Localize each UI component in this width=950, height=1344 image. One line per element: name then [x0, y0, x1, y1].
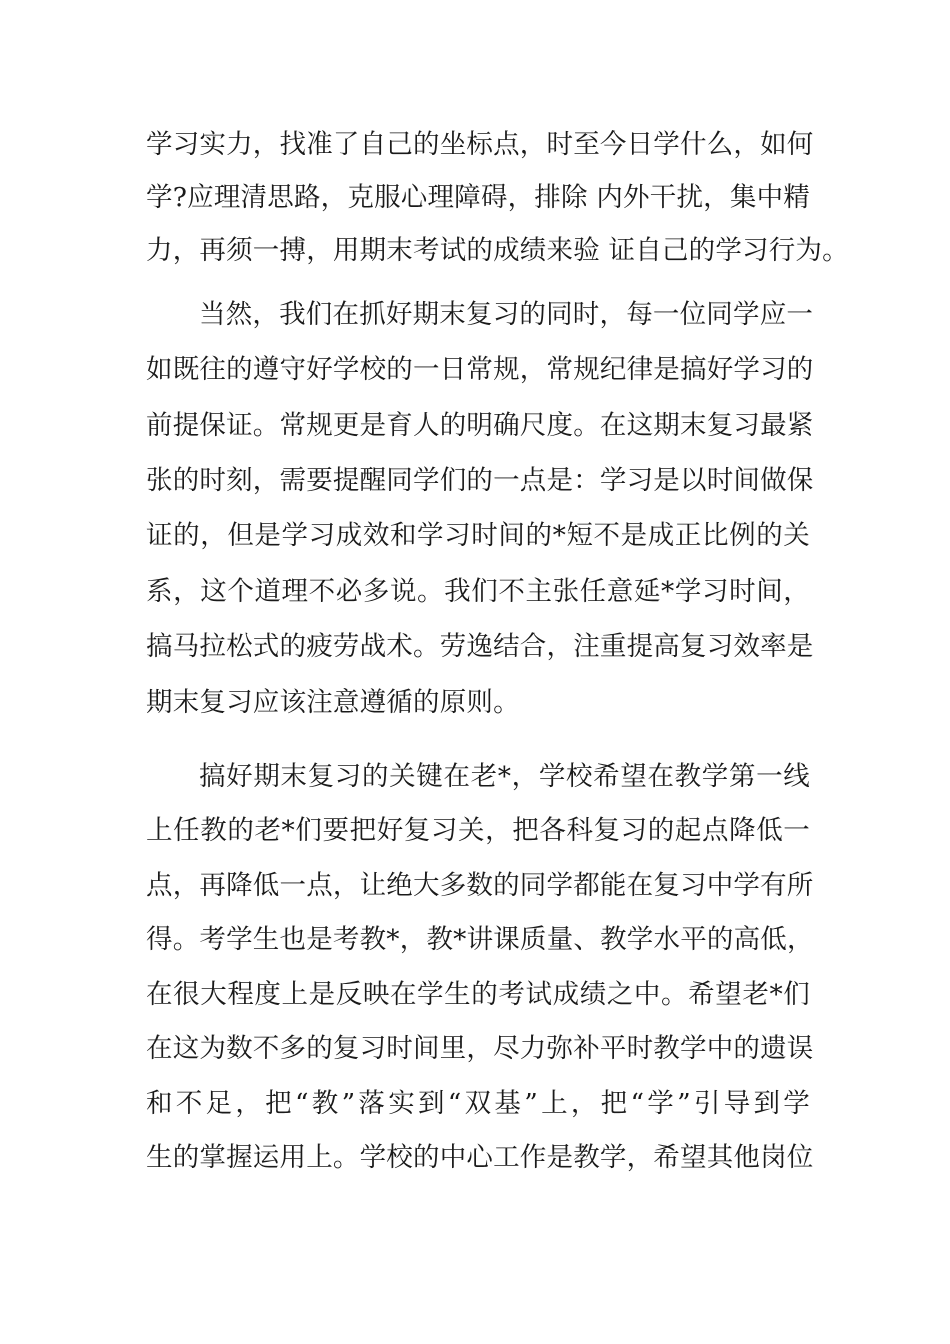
paragraph-3-line-6: 在这为数不多的复习时间里，尽力弥补平时教学中的遗误	[146, 1033, 814, 1064]
paragraph-3-line-3: 点，再降低一点，让绝大多数的同学都能在复习中学有所	[146, 870, 814, 901]
paragraph-3-line-4: 得。考学生也是考教*，教*讲课质量、教学水平的高低，	[146, 924, 814, 955]
paragraph-2-line-6: 系，这个道理不必多说。我们不主张任意延*学习时间，	[146, 576, 810, 607]
paragraph-2-line-4: 张的时刻，需要提醒同学们的一点是：学习是以时间做保	[146, 465, 814, 496]
paragraph-3-line-7: 和不足，把“教”落实到“双基”上，把“学”引导到学	[146, 1088, 810, 1119]
paragraph-3-line-8: 生的掌握运用上。学校的中心工作是教学，希望其他岗位	[146, 1142, 814, 1173]
paragraph-2-line-7: 搞马拉松式的疲劳战术。劳逸结合，注重提高复习效率是	[146, 631, 814, 662]
paragraph-3-line-5: 在很大程度上是反映在学生的考试成绩之中。希望老*们	[146, 979, 810, 1010]
paragraph-3-line-1: 搞好期末复习的关键在老*，学校希望在教学第一线	[199, 761, 810, 792]
paragraph-1-line-3: 力，再须一搏，用期末考试的成绩来验 证自己的学习行为。	[146, 235, 849, 266]
paragraph-3-line-2: 上任教的老*们要把好复习关，把各科复习的起点降低一	[146, 815, 810, 846]
paragraph-2-line-1: 当然，我们在抓好期末复习的同时，每一位同学应一	[199, 299, 814, 330]
paragraph-1-line-1: 学习实力，找准了自己的坐标点，时至今日学什么，如何	[146, 129, 814, 160]
paragraph-1-line-2: 学?应理清思路，克服心理障碍，排除 内外干扰，集中精	[146, 182, 810, 213]
paragraph-2-line-3: 前提保证。常规更是育人的明确尺度。在这期末复习最紧	[146, 410, 814, 441]
paragraph-2-line-8: 期末复习应该注意遵循的原则。	[146, 687, 520, 718]
paragraph-2-line-2: 如既往的遵守好学校的一日常规，常规纪律是搞好学习的	[146, 354, 814, 385]
paragraph-2-line-5: 证的，但是学习成效和学习时间的*短不是成正比例的关	[146, 520, 810, 551]
